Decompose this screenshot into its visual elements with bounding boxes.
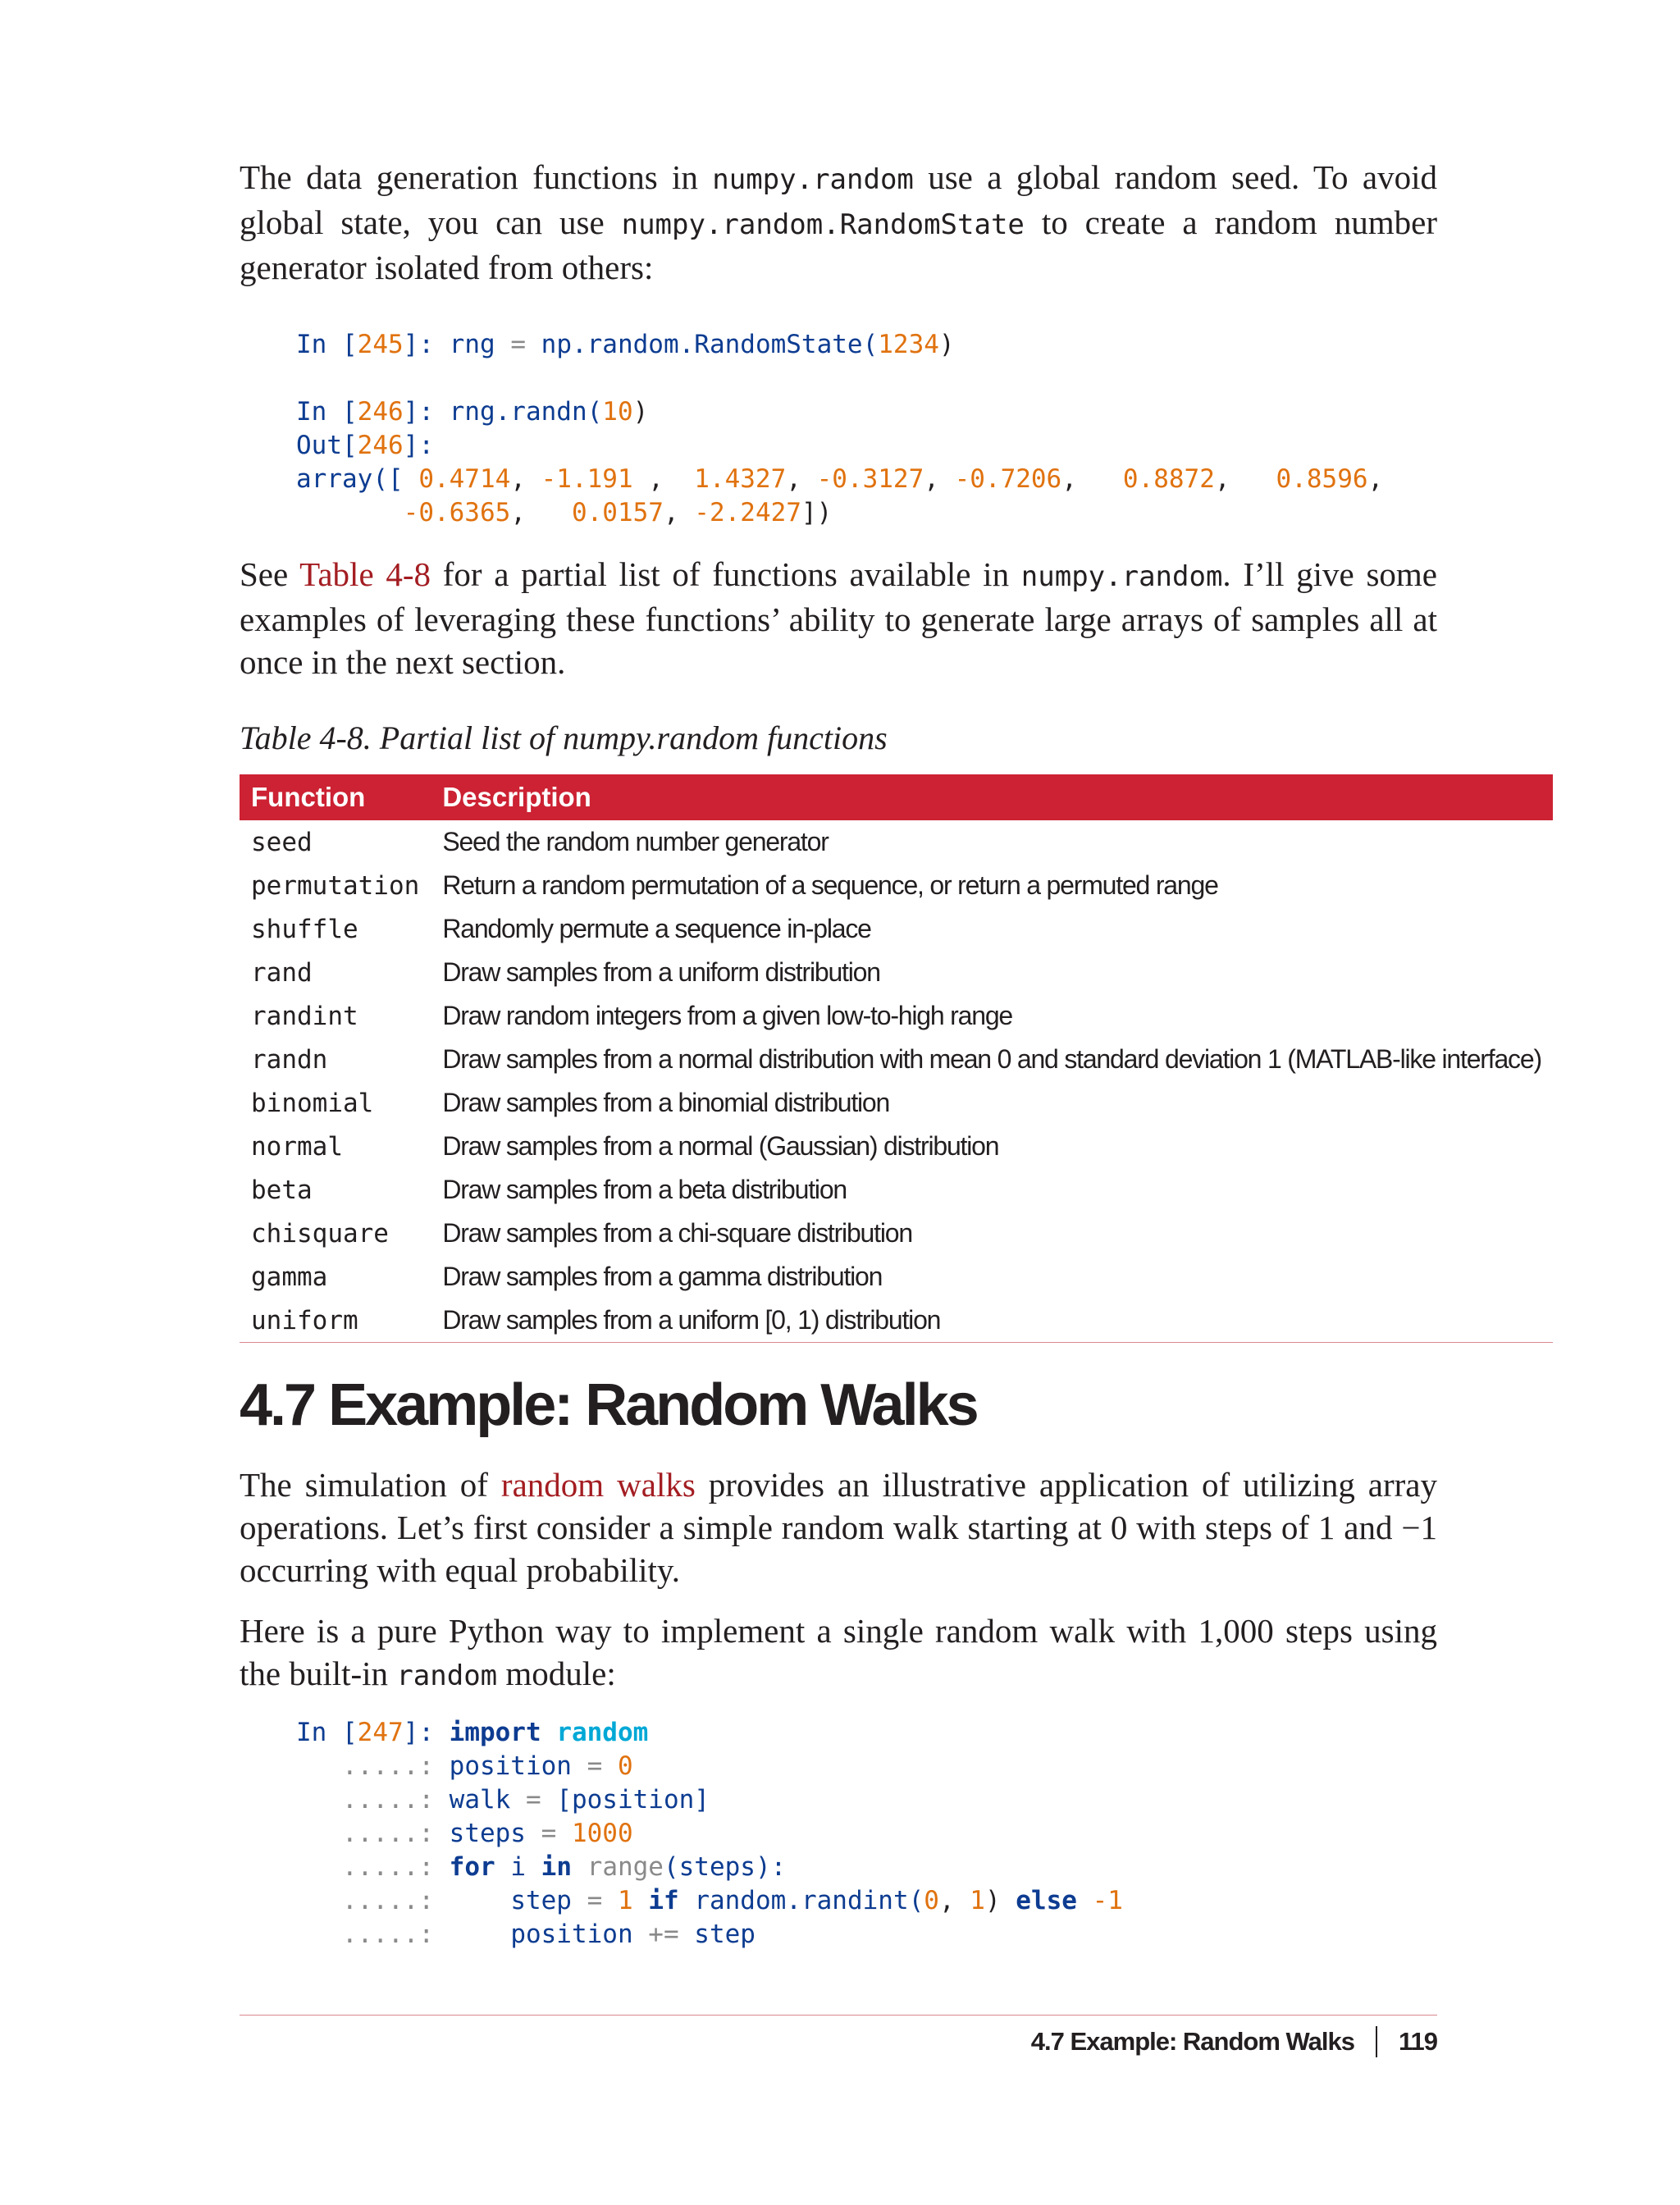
text-run: use a global random seed. To avoid global state, you can use	[240, 158, 1437, 241]
prompt: In [	[296, 330, 358, 359]
function-name: binomial	[251, 1088, 374, 1118]
table-row	[240, 1299, 1553, 1343]
function-description: Draw samples from a normal (Gaussian) distribution	[442, 1131, 999, 1161]
code-block-random-walk	[296, 1716, 1123, 1952]
table-link[interactable]: Table 4-8	[299, 555, 431, 593]
function-description: Seed the random number generator	[442, 827, 829, 856]
prompt-number: 246	[357, 431, 404, 460]
code-line-in246	[296, 397, 648, 427]
code-line	[296, 1920, 756, 1949]
table-row	[240, 1038, 1553, 1081]
inline-code: numpy.random	[712, 163, 914, 196]
array-value: -0.6365	[403, 498, 511, 527]
text-run: module:	[497, 1655, 616, 1692]
code-token: +=	[632, 1920, 695, 1949]
code-token: 0	[617, 1751, 633, 1781]
column-header-description: Description	[431, 774, 1553, 820]
function-description: Draw samples from a chi-square distribution	[442, 1218, 912, 1248]
page-number: 119	[1398, 2027, 1437, 2056]
function-name: beta	[251, 1175, 313, 1205]
code-line	[296, 1718, 648, 1747]
prompt-number: 246	[357, 397, 404, 427]
code-token: steps	[449, 1819, 526, 1848]
code-token: i	[495, 1852, 541, 1882]
text-run: The simulation of	[240, 1466, 501, 1504]
keyword: else	[1016, 1886, 1077, 1915]
code-line-array1: array([ 0.4714, -1.191 , 1.4327, -0.3127, -0.7206, 0.8872, 0.8596,	[296, 464, 1384, 494]
table-row	[240, 864, 1553, 907]
prompt: In [	[296, 397, 358, 427]
inline-code: numpy.random	[1020, 560, 1223, 593]
table-row	[240, 907, 1553, 951]
text-run: See	[240, 555, 300, 593]
keyword: for	[449, 1852, 495, 1882]
table-row	[240, 1125, 1553, 1168]
builtin-function: range	[587, 1852, 664, 1882]
code-line	[296, 1852, 786, 1882]
table-row	[240, 1255, 1553, 1299]
code-line: .....: step = 1 if random.randint(0, 1) else -1	[342, 1886, 1123, 1915]
table-row	[240, 1168, 1553, 1212]
array-value: 0.4714	[418, 464, 511, 494]
pure-python-paragraph	[240, 1609, 1437, 1697]
code-token: 10	[602, 397, 633, 427]
code-token: random.randint(	[694, 1886, 924, 1915]
table-row	[240, 1081, 1553, 1125]
function-description: Draw samples from a uniform [0, 1) distribution	[431, 1299, 1553, 1343]
footer-separator	[1376, 2026, 1377, 2057]
code-token: -1	[1092, 1886, 1123, 1915]
continuation-prompt: .....:	[342, 1920, 450, 1949]
code-line-out246	[296, 431, 434, 460]
code-token: array([	[296, 464, 419, 494]
code-line	[296, 1751, 633, 1781]
footer-section-title: 4.7 Example: Random Walks	[1030, 2027, 1354, 2056]
function-name: seed	[251, 827, 313, 857]
code-token: rng	[449, 330, 495, 359]
array-value: -0.3127	[816, 464, 924, 494]
code-token: step	[694, 1920, 756, 1949]
function-name: normal	[251, 1131, 343, 1162]
prompt: ]:	[403, 1718, 450, 1747]
code-token: 1000	[571, 1819, 633, 1848]
array-value: 0.8872	[1107, 464, 1215, 494]
text-run: . I’ll give some examples of leveraging these functions’ ability to generate large arrays of samples all at once in the next section.	[240, 555, 1438, 681]
function-name: randint	[251, 1001, 358, 1031]
inline-code: numpy.random.RandomState	[621, 208, 1025, 241]
code-token: 1234	[878, 330, 939, 359]
code-block-randomstate	[296, 328, 1383, 530]
prompt-number: 245	[357, 330, 404, 359]
function-name: uniform	[240, 1299, 431, 1343]
inline-code: random	[396, 1659, 498, 1692]
module-name: random	[556, 1718, 649, 1747]
code-token: (steps):	[663, 1852, 787, 1882]
prompt: Out[	[296, 431, 358, 460]
continuation-prompt: .....:	[342, 1852, 450, 1882]
code-line-array2: -0.6365, 0.0157, -2.2427])	[403, 498, 833, 527]
text-run: to create a random number generator isolated from others:	[240, 203, 1437, 286]
code-token: =	[571, 1751, 618, 1781]
table-caption: Table 4-8. Partial list of numpy.random functions	[240, 719, 888, 756]
table-reference-paragraph	[240, 553, 1437, 683]
continuation-prompt: .....:	[342, 1886, 450, 1915]
footer-rule	[240, 2015, 1437, 2016]
prompt: ]:	[403, 431, 434, 460]
keyword: import	[449, 1718, 541, 1747]
code-token: step	[510, 1886, 572, 1915]
table-row	[240, 820, 1553, 864]
function-name: randn	[251, 1044, 328, 1075]
code-token: rng.randn(	[449, 397, 603, 427]
code-token: )	[632, 397, 649, 427]
code-token: 1	[617, 1886, 633, 1915]
table-row	[240, 1212, 1553, 1255]
code-token: position	[510, 1920, 633, 1949]
continuation-prompt: .....:	[342, 1785, 450, 1815]
code-token: )	[938, 330, 955, 359]
code-line	[296, 1819, 633, 1848]
section-heading: 4.7 Example: Random Walks	[240, 1372, 977, 1438]
array-value: -2.2427	[694, 498, 801, 527]
function-description: Return a random permutation of a sequence, or return a permuted range	[442, 870, 1218, 900]
code-token: [position]	[556, 1785, 710, 1815]
function-description: Draw samples from a beta distribution	[442, 1175, 847, 1204]
continuation-prompt: .....:	[342, 1819, 450, 1848]
page-footer	[1031, 2026, 1437, 2057]
code-token: =	[525, 1819, 572, 1848]
text-run: provides an illustrative application of utilizing array operations. Let’s first consider a simple random walk starting at 0 with steps of 1 and −1 occurring with equal probability.	[240, 1466, 1437, 1589]
table-header-row	[240, 774, 1553, 820]
code-token: position	[449, 1751, 572, 1781]
continuation-prompt: .....:	[342, 1751, 450, 1781]
intro-paragraph	[240, 156, 1437, 289]
column-header-function: Function	[240, 774, 431, 820]
array-value: -1.191	[541, 464, 649, 494]
function-name: permutation	[251, 870, 420, 901]
code-line	[296, 1785, 710, 1815]
functions-table	[240, 774, 1553, 1343]
random-walks-link[interactable]: random walks	[500, 1466, 696, 1504]
code-token: =	[510, 1785, 557, 1815]
text-run: The data generation functions in	[240, 158, 713, 196]
array-value: 1.4327	[678, 464, 787, 494]
function-description: Draw samples from a uniform distribution	[442, 957, 880, 987]
array-value: -0.7206	[954, 464, 1062, 494]
function-name: chisquare	[251, 1218, 389, 1249]
function-description: Draw random integers from a given low-to-high range	[442, 1001, 1013, 1030]
keyword: in	[541, 1852, 572, 1882]
prompt: ]:	[403, 330, 450, 359]
prompt: ]:	[403, 397, 450, 427]
function-name: gamma	[251, 1262, 328, 1292]
array-value: 0.8596	[1260, 464, 1368, 494]
text-run: for a partial list of functions available in	[431, 555, 1021, 593]
code-token: =	[495, 330, 541, 359]
keyword: if	[648, 1886, 679, 1915]
code-token: 0	[924, 1886, 939, 1915]
code-token: walk	[449, 1785, 511, 1815]
code-token: =	[571, 1886, 618, 1915]
function-name: shuffle	[251, 914, 358, 944]
table-row	[240, 994, 1553, 1038]
function-description: Randomly permute a sequence in-place	[442, 914, 871, 943]
random-walk-intro-paragraph	[240, 1463, 1437, 1591]
code-token: 1	[970, 1886, 985, 1915]
array-value: 0.0157	[556, 498, 664, 527]
code-line-in245	[296, 330, 955, 359]
function-description: Draw samples from a binomial distribution	[442, 1088, 890, 1117]
function-description: Draw samples from a normal distribution with mean 0 and standard deviation 1 (MATLAB-like interface)	[442, 1044, 1541, 1074]
function-description: Draw samples from a gamma distribution	[442, 1262, 883, 1291]
prompt: In [	[296, 1718, 358, 1747]
function-name: rand	[251, 957, 313, 988]
code-token: np.random.RandomState(	[541, 330, 879, 359]
prompt-number: 247	[357, 1718, 404, 1747]
text-run: Here is a pure Python way to implement a single random walk with 1,000 steps using the built-in	[240, 1612, 1437, 1692]
table-row	[240, 951, 1553, 994]
